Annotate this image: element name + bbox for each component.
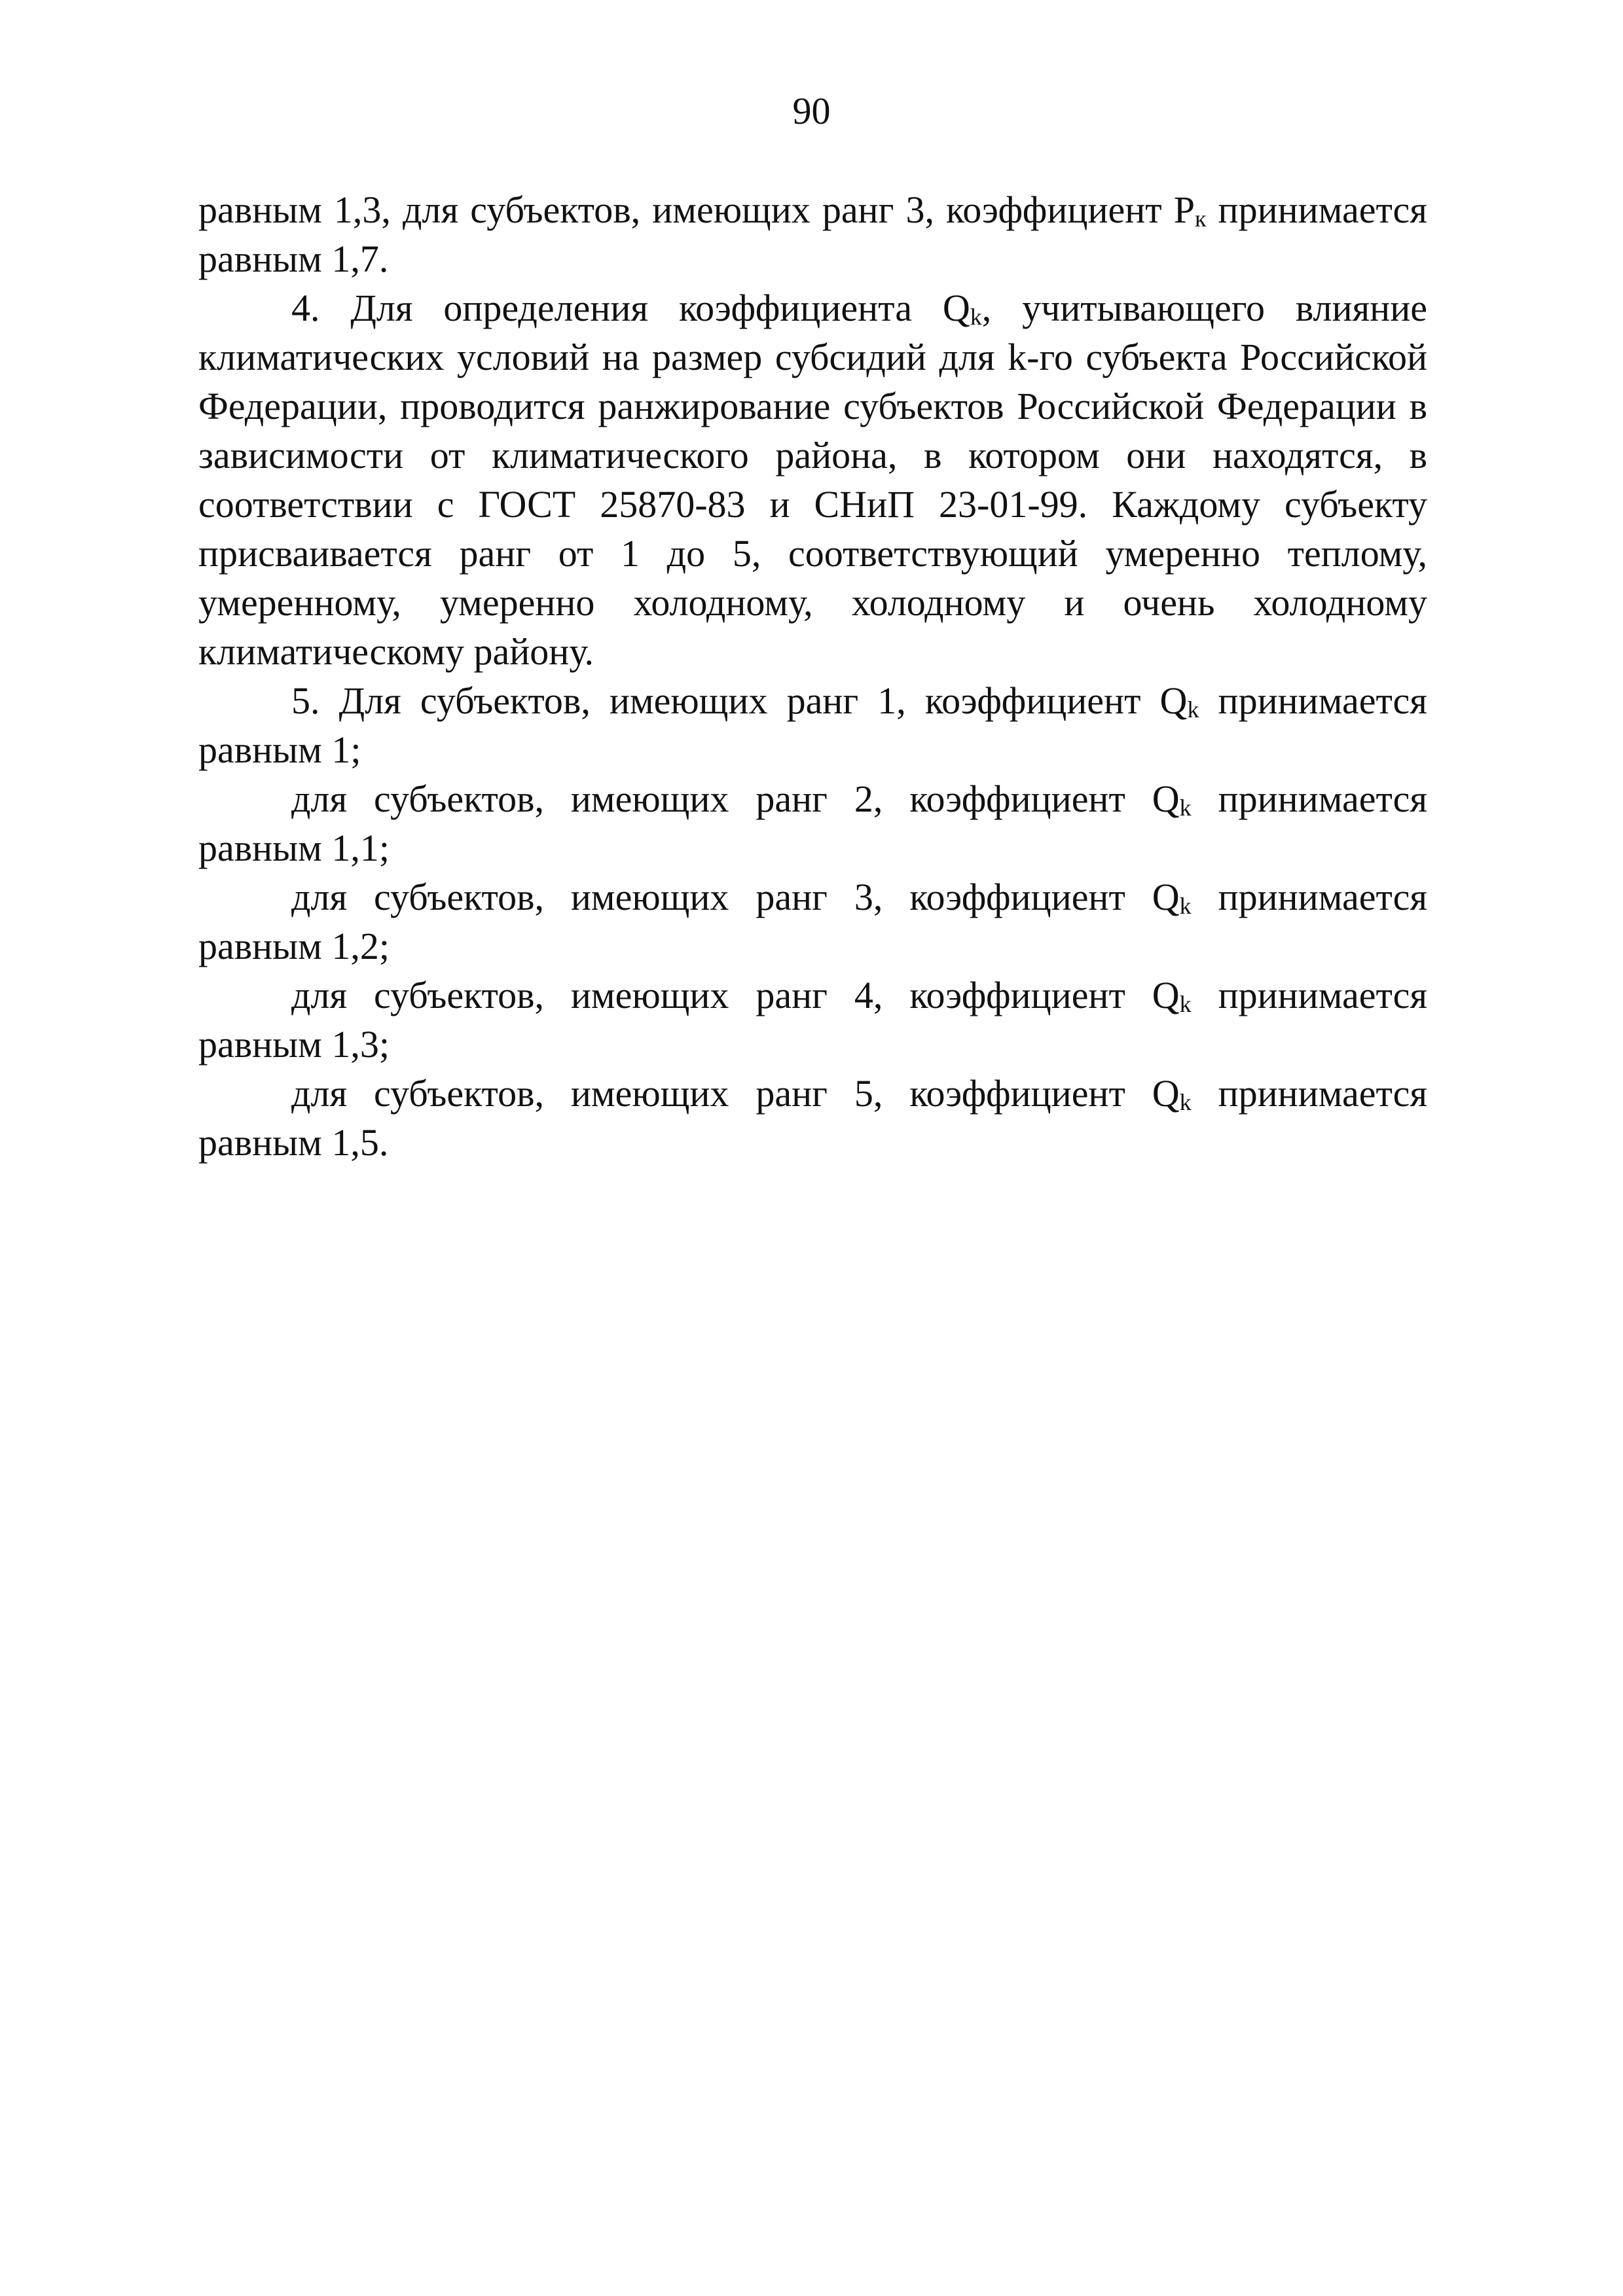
text-run: равным 1,3, для субъектов, имеющих ранг 3, коэффициент Р	[198, 188, 1195, 231]
subscript-index: k	[1187, 696, 1199, 723]
subscript-index: k	[970, 304, 982, 330]
text-run: принимается равным 1,7.	[198, 188, 1427, 280]
text-run: 4. Для определения коэффициента Q	[291, 287, 970, 329]
text-run: принимается равным 1,3;	[198, 974, 1427, 1066]
paragraph-rank-3	[198, 872, 1427, 971]
paragraph-item-5-rank-1	[198, 676, 1427, 774]
subscript-index: k	[1179, 991, 1192, 1017]
text-run: , учитывающего влияние климатических условий на размер субсидий для k-го субъекта Российской Федерации, проводится ранжирование субъектов Российской Федерации в зависимости от климатического района, в котором они находятся, в соответствии с ГОСТ 25870-83 и СНиП 23-01-99. Каждому субъекту присваивается ранг от 1 до 5, соответствующий умеренно теплому, умеренному, умеренно холодному, холодному и очень холодному климатическому району.	[198, 287, 1427, 673]
text-run: для субъектов, имеющих ранг 4, коэффициент Q	[291, 974, 1180, 1016]
text-run: 5. Для субъектов, имеющих ранг 1, коэффициент Q	[291, 679, 1188, 722]
subscript-index: k	[1179, 893, 1192, 919]
text-run: для субъектов, имеющих ранг 2, коэффициент Q	[291, 778, 1180, 820]
paragraph-rank-5	[198, 1069, 1427, 1167]
text-run: для субъектов, имеющих ранг 3, коэффициент Q	[291, 876, 1180, 918]
body-text	[198, 185, 1427, 1167]
text-run: принимается равным 1,2;	[198, 876, 1427, 967]
paragraph-rank-2	[198, 774, 1427, 872]
subscript-index: k	[1179, 795, 1192, 821]
subscript-index: к	[1194, 206, 1207, 232]
paragraph-continuation	[198, 185, 1427, 283]
text-run: для субъектов, имеющих ранг 5, коэффициент Q	[291, 1072, 1180, 1115]
text-run: принимается равным 1,5.	[198, 1072, 1427, 1164]
paragraph-rank-4	[198, 971, 1427, 1069]
text-run: принимается равным 1;	[198, 679, 1427, 771]
subscript-index: k	[1179, 1089, 1192, 1115]
text-run: принимается равным 1,1;	[198, 778, 1427, 869]
paragraph-item-4	[198, 283, 1427, 676]
page-number: 90	[792, 90, 831, 132]
